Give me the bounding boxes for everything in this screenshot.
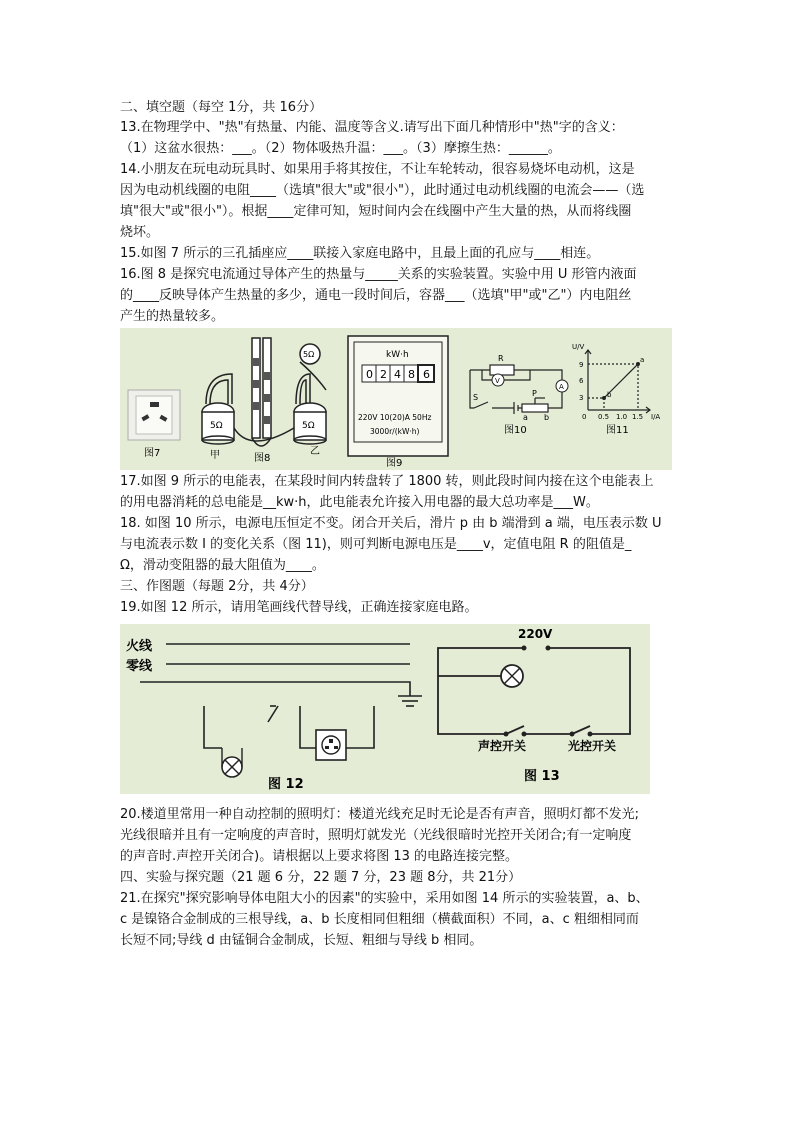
meter-unit: kW·h bbox=[386, 350, 409, 360]
meter-rev: 3000r/(kW·h) bbox=[370, 427, 420, 436]
q18-line3: Ω，滑动变阻器的最大阻值为____。 bbox=[120, 558, 325, 573]
q21-line1: 21.在探究"探究影响导体电阻大小的因素"的实验中，采用如图 14 所示的实验装置，a、b、 bbox=[120, 891, 649, 906]
q18-line1: 18. 如图 10 所示，电源电压恒定不变。闭合开关后，滑片 p 由 b 端滑到 a 端，电压表示数 U bbox=[120, 516, 662, 531]
fig8-left-label: 甲 bbox=[210, 450, 220, 461]
q14-line1: 14.小朋友在玩电动玩具时、如果用手将其按住，不让车轮转动，很容易烧坏电动机，这是 bbox=[120, 162, 635, 177]
graph-point-b bbox=[602, 396, 606, 400]
section3-heading: 三、作图题（每题 2分，共 4分） bbox=[120, 579, 314, 594]
section2-heading: 二、填空题（每空 1分，共 16分） bbox=[120, 100, 323, 115]
meter-spec: 220V 10(20)A 50Hz bbox=[358, 413, 432, 422]
fig11-label: 图11 bbox=[606, 425, 629, 436]
fig12-wires bbox=[140, 644, 422, 748]
c-A: A bbox=[559, 383, 564, 391]
light-switch-label: 光控开关 bbox=[568, 739, 617, 753]
fig9-label: 图9 bbox=[386, 458, 403, 469]
fig13-label: 图 13 bbox=[524, 769, 560, 784]
g-a: a bbox=[640, 356, 645, 364]
q20-line1: 20.楼道里常用一种自动控制的照明灯：楼道光线充足时无论是否有声音，照明灯都不发光; bbox=[120, 807, 640, 822]
c-R: R bbox=[498, 354, 504, 363]
c-V: V bbox=[495, 377, 500, 385]
fig8-resistor-right: 5Ω bbox=[302, 421, 315, 431]
meter-digit-3: 4 bbox=[394, 368, 401, 381]
q13-line2: （1）这盆水很热：___。（2）物体吸热升温：___。（3）摩擦生热：______。 bbox=[120, 141, 561, 156]
q14-line3: 填"很大"或"很小"）。根据____定律可知，短时间内会在线圈中产生大量的热，从而将线圈 bbox=[120, 204, 632, 219]
q17-line1: 17.如图 9 所示的电能表，在某段时间内转盘转了 1800 转，则此段时间内接在这个电能表上 bbox=[120, 474, 654, 489]
q16-line1: 16.图 8 是探究电流通过导体产生的热量与_____关系的实验装置。实验中用 U 形管内液面 bbox=[120, 267, 637, 282]
figures-row1-svg bbox=[120, 328, 672, 470]
g-x05: 0.5 bbox=[598, 413, 610, 421]
meter-digit-4: 8 bbox=[408, 368, 415, 381]
q21-line3: 长短不同;导线 d 由锰铜合金制成，长短、粗细与导线 b 相同。 bbox=[120, 933, 483, 948]
q21-line2: c 是镍铬合金制成的三根导线，a、b 长度相同但粗细（横截面积）不同，a、c 粗细相同而 bbox=[120, 912, 639, 927]
q20-line2: 光线很暗并且有一定响度的声音时，照明灯就发光（光线很暗时光控开关闭合;有一定响度 bbox=[120, 828, 632, 843]
c-P: P bbox=[532, 389, 537, 398]
g-xlabel: I/A bbox=[651, 413, 661, 421]
g-b: b bbox=[607, 391, 612, 399]
q15-line1: 15.如图 7 所示的三孔插座应____联接入家庭电路中，且最上面的孔应与____相连。 bbox=[120, 246, 600, 261]
g-x0: 0 bbox=[582, 413, 587, 421]
figures-row2-svg bbox=[120, 624, 650, 794]
q14-line2: 因为电动机线圈的电阻____（选填"很大"或"很小"），此时通过电动机线圈的电流会——（选 bbox=[120, 183, 645, 198]
g-x10: 1.0 bbox=[616, 413, 628, 421]
figures-row2 bbox=[120, 624, 650, 794]
fig8-resistor-top: 5Ω bbox=[303, 350, 315, 359]
section4-heading: 四、实验与探究题（21 题 6 分，22 题 7 分，23 题 8分，共 21分） bbox=[120, 870, 522, 885]
q19-line1: 19.如图 12 所示，请用笔画线代替导线，正确连接家庭电路。 bbox=[120, 600, 478, 615]
live-wire-label: 火线 bbox=[126, 639, 153, 654]
q16-line2: 的____反映导体产生热量的多少，通电一段时间后，容器___（选填"甲"或"乙"）内电阻丝 bbox=[120, 288, 632, 303]
q16-line3: 产生的热量较多。 bbox=[120, 309, 225, 324]
meter-digit-2: 2 bbox=[380, 368, 387, 381]
q14-line4: 烧坏。 bbox=[120, 225, 160, 240]
q20-line3: 的声音时.声控开关闭合)。请根据以上要求将图 13 的电路连接完整。 bbox=[120, 849, 519, 864]
c-S: S bbox=[473, 393, 479, 402]
q18-line2: 与电流表示数 I 的变化关系（图 11)，则可判断电源电压是____v，定值电阻 R 的阻值是_ bbox=[120, 537, 632, 552]
fig8-label: 图8 bbox=[254, 453, 271, 464]
sound-switch-label: 声控开关 bbox=[478, 739, 527, 753]
g-y6: 6 bbox=[579, 377, 584, 385]
figures-row1 bbox=[120, 328, 672, 470]
fig7-label: 图7 bbox=[144, 448, 161, 459]
fig8-resistor-left: 5Ω bbox=[210, 421, 223, 431]
q17-line2: 的用电器消耗的总电能是__kw·h，此电能表允许接入用电器的最大总功率是___W。 bbox=[120, 495, 599, 510]
g-y9: 9 bbox=[579, 361, 584, 369]
voltage-label: 220V bbox=[518, 627, 553, 641]
fig13-circuit bbox=[438, 648, 630, 734]
meter-digit-5: 6 bbox=[423, 368, 430, 381]
fig7-socket bbox=[128, 390, 180, 440]
fig12-socket bbox=[316, 730, 346, 760]
fig10-circuit bbox=[470, 365, 562, 414]
c-b: b bbox=[544, 413, 550, 422]
meter-digit-1: 0 bbox=[366, 368, 373, 381]
fig12-label: 图 12 bbox=[268, 777, 304, 792]
g-x15: 1.5 bbox=[632, 413, 644, 421]
fig10-label: 图10 bbox=[504, 425, 527, 436]
g-y3: 3 bbox=[579, 394, 584, 402]
q13-line1: 13.在物理学中、"热"有热量、内能、温度等含义.请写出下面几种情形中"热"字的含义： bbox=[120, 120, 624, 135]
neutral-wire-label: 零线 bbox=[126, 659, 153, 674]
g-ylabel: U/V bbox=[572, 343, 585, 351]
fig8-right-label: 乙 bbox=[310, 446, 320, 457]
c-a: a bbox=[523, 413, 528, 422]
